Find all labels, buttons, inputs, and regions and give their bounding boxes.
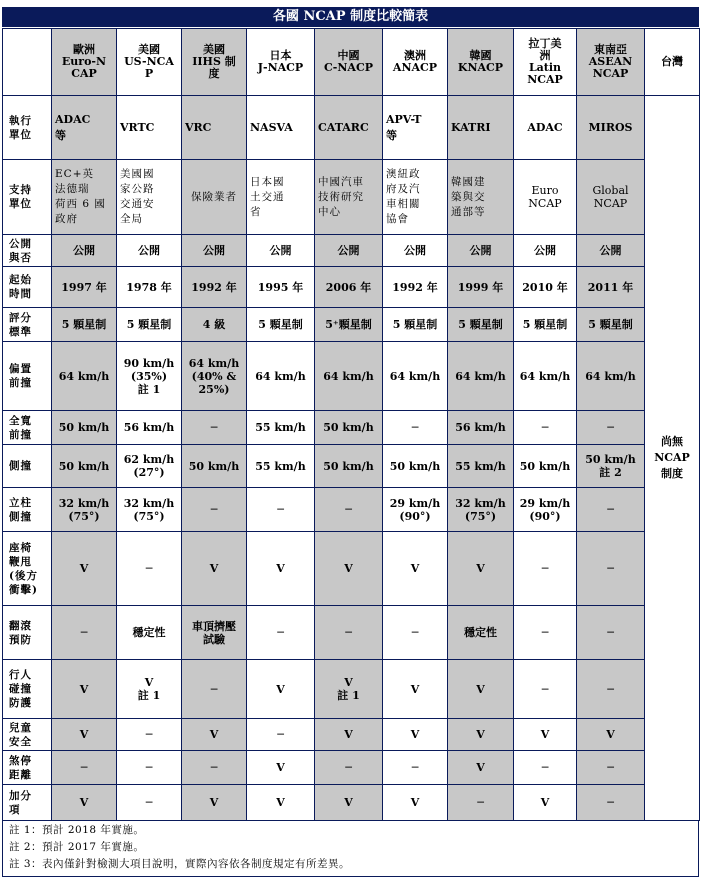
table-cell: 1992 年 [383, 267, 448, 308]
table-cell: 公開 [182, 235, 247, 267]
table-cell: ─ [315, 488, 383, 532]
table-cell: ─ [117, 719, 182, 751]
table-cell: 29 km/h (90°) [383, 488, 448, 532]
table-cell: 62 km/h (27°) [117, 445, 182, 488]
table-cell: 5 顆星制 [247, 308, 315, 342]
footnote: 註 1：預計 2018 年實施。 [9, 824, 145, 836]
table-cell: V [247, 660, 315, 719]
table-row [3, 267, 700, 308]
table-cell: V [448, 532, 514, 606]
table-cell: V [52, 660, 117, 719]
table-row [3, 342, 700, 411]
table-row [3, 719, 700, 751]
table-cell: 32 km/h (75°) [448, 488, 514, 532]
table-cell: V [383, 785, 448, 821]
footnote: 註 2：預計 2017 年實施。 [9, 841, 145, 853]
table-cell: ─ [315, 751, 383, 785]
table-cell: 56 km/h [117, 411, 182, 445]
table-cell: 2006 年 [315, 267, 383, 308]
table-cell: ─ [182, 411, 247, 445]
table-cell: 32 km/h (75°) [117, 488, 182, 532]
table-cell: ADAC [514, 96, 577, 160]
table-cell: V [383, 660, 448, 719]
column-header: 韓國 KNACP [448, 29, 514, 96]
table-cell: V [315, 532, 383, 606]
table-cell: ─ [514, 751, 577, 785]
table-cell: 穩定性 [117, 606, 182, 660]
table-cell: ─ [182, 751, 247, 785]
table-row [3, 532, 700, 606]
table-cell: 50 km/h [315, 411, 383, 445]
table-cell: ─ [514, 532, 577, 606]
table-cell: ─ [383, 751, 448, 785]
table-cell: ─ [117, 532, 182, 606]
table-cell: ─ [247, 488, 315, 532]
table-cell: 29 km/h (90°) [514, 488, 577, 532]
row-header: 公開 與否 [3, 235, 52, 267]
table-cell: 64 km/h [383, 342, 448, 411]
table-cell: ─ [383, 411, 448, 445]
table-cell: 1999 年 [448, 267, 514, 308]
table-cell: V [247, 785, 315, 821]
table-body [3, 29, 700, 821]
table-cell: 50 km/h 註 2 [577, 445, 645, 488]
table-cell: ─ [182, 660, 247, 719]
table-cell: ─ [383, 606, 448, 660]
row-header: 立柱 側撞 [3, 488, 52, 532]
table-cell: V 註 1 [117, 660, 182, 719]
table-row [3, 160, 700, 235]
table-cell: ─ [577, 532, 645, 606]
table-cell: 5 顆星制 [383, 308, 448, 342]
table-cell: V [52, 719, 117, 751]
table-cell: V [247, 751, 315, 785]
row-header: 全寬 前撞 [3, 411, 52, 445]
table-cell: 64 km/h [315, 342, 383, 411]
table-row [3, 96, 700, 160]
table-cell: ─ [52, 751, 117, 785]
table-cell: V [448, 751, 514, 785]
table-cell: ─ [577, 411, 645, 445]
row-header: 兒童 安全 [3, 719, 52, 751]
table-cell: 4 級 [182, 308, 247, 342]
table-cell: V [383, 532, 448, 606]
table-cell: ─ [247, 719, 315, 751]
table-cell: 公開 [514, 235, 577, 267]
table-cell: 韓國建 築與交 通部等 [448, 160, 514, 235]
table-cell: 55 km/h [247, 445, 315, 488]
row-header: 執行 單位 [3, 96, 52, 160]
row-header: 加分 項 [3, 785, 52, 821]
table-cell: ─ [577, 488, 645, 532]
table-cell: 日本國 土交通 省 [247, 160, 315, 235]
table-cell: V [247, 532, 315, 606]
table-cell: 公開 [117, 235, 182, 267]
ncap-comparison-table [2, 28, 700, 821]
table-cell: CATARC [315, 96, 383, 160]
table-cell: 美國國 家公路 交通安 全局 [117, 160, 182, 235]
table-row [3, 751, 700, 785]
table-cell: 64 km/h [577, 342, 645, 411]
table-cell: ─ [448, 785, 514, 821]
table-cell: 5 顆星制 [514, 308, 577, 342]
table-cell: 1997 年 [52, 267, 117, 308]
row-header: 支持 單位 [3, 160, 52, 235]
table-cell: 公開 [448, 235, 514, 267]
table-cell: 5 顆星制 [117, 308, 182, 342]
table-cell: 2010 年 [514, 267, 577, 308]
table-row [3, 606, 700, 660]
table-cell: ─ [514, 660, 577, 719]
table-title: 各國 NCAP 制度比較簡表 [2, 7, 699, 27]
table-row [3, 785, 700, 821]
table-cell: V [52, 532, 117, 606]
table-cell: V [577, 719, 645, 751]
column-header: 美國 IIHS 制 度 [182, 29, 247, 96]
table-cell: V [182, 719, 247, 751]
table-cell: 中國汽車 技術研究 中心 [315, 160, 383, 235]
column-header: 拉丁美 洲 Latin NCAP [514, 29, 577, 96]
table-cell: V [514, 719, 577, 751]
table-row [3, 445, 700, 488]
table-cell: 公開 [52, 235, 117, 267]
table-row [3, 488, 700, 532]
table-cell: ─ [514, 411, 577, 445]
table-cell: KATRI [448, 96, 514, 160]
row-header: 行人 碰撞 防護 [3, 660, 52, 719]
table-cell: 車頂擠壓 試驗 [182, 606, 247, 660]
table-cell: 50 km/h [52, 445, 117, 488]
table-cell: 55 km/h [448, 445, 514, 488]
table-cell: 公開 [315, 235, 383, 267]
table-cell: 1995 年 [247, 267, 315, 308]
table-cell: V [383, 719, 448, 751]
table-row [3, 660, 700, 719]
table-cell: 公開 [577, 235, 645, 267]
table-cell: V [315, 719, 383, 751]
table-cell: Euro NCAP [514, 160, 577, 235]
table-cell: 90 km/h (35%) 註 1 [117, 342, 182, 411]
table-cell: 5 顆星制 [577, 308, 645, 342]
table-cell: V [182, 532, 247, 606]
table-cell: 64 km/h [52, 342, 117, 411]
footnote: 註 3：表內僅針對檢測大項目說明，實際內容依各制度規定有所差異。 [9, 858, 351, 870]
table-row [3, 411, 700, 445]
table-cell: MIROS [577, 96, 645, 160]
table-cell: 穩定性 [448, 606, 514, 660]
table-cell: ─ [514, 606, 577, 660]
table-cell: 5 顆星制 [52, 308, 117, 342]
table-cell: 32 km/h (75°) [52, 488, 117, 532]
table-cell: ADAC 等 [52, 96, 117, 160]
table-cell: VRTC [117, 96, 182, 160]
table-cell: ─ [117, 785, 182, 821]
table-cell: 保險業者 [182, 160, 247, 235]
table-cell: ─ [315, 606, 383, 660]
table-cell: 50 km/h [182, 445, 247, 488]
table-cell: 56 km/h [448, 411, 514, 445]
table-cell: 64 km/h [514, 342, 577, 411]
table-cell: 澳紐政 府及汽 車相關 協會 [383, 160, 448, 235]
table-cell: ─ [577, 606, 645, 660]
table-cell: 1992 年 [182, 267, 247, 308]
table-cell: 50 km/h [315, 445, 383, 488]
table-cell: V [315, 785, 383, 821]
table-cell: 2011 年 [577, 267, 645, 308]
column-header: 東南亞 ASEAN NCAP [577, 29, 645, 96]
taiwan-note-cell: 尚無 NCAP 制度 [645, 96, 700, 821]
footnotes [2, 820, 699, 877]
table-cell: ─ [117, 751, 182, 785]
table-cell: V [448, 660, 514, 719]
table-cell: ─ [577, 751, 645, 785]
table-cell: APV-T 等 [383, 96, 448, 160]
row-header: 起始 時間 [3, 267, 52, 308]
table-cell: ─ [577, 660, 645, 719]
table-cell: 1978 年 [117, 267, 182, 308]
table-cell: V [52, 785, 117, 821]
table-cell: ─ [182, 488, 247, 532]
table-cell: 50 km/h [514, 445, 577, 488]
column-header: 澳洲 ANACP [383, 29, 448, 96]
row-header: 煞停 距離 [3, 751, 52, 785]
table-cell: NASVA [247, 96, 315, 160]
table-cell: ─ [247, 606, 315, 660]
column-header: 中國 C-NACP [315, 29, 383, 96]
table-cell: ─ [577, 785, 645, 821]
table-cell: 64 km/h [448, 342, 514, 411]
column-header: 歐洲 Euro-N CAP [52, 29, 117, 96]
table-cell: 55 km/h [247, 411, 315, 445]
table-cell: ─ [52, 606, 117, 660]
table-cell: V 註 1 [315, 660, 383, 719]
column-header: 美國 US-NCA P [117, 29, 182, 96]
table-cell: Global NCAP [577, 160, 645, 235]
column-header: 台灣 [645, 29, 700, 96]
column-header: 日本 J-NACP [247, 29, 315, 96]
header-row [3, 29, 700, 96]
table-row [3, 235, 700, 267]
table-cell: 5⁺顆星制 [315, 308, 383, 342]
table-cell: VRC [182, 96, 247, 160]
row-header: 偏置 前撞 [3, 342, 52, 411]
table-cell: 50 km/h [383, 445, 448, 488]
table-cell: 5 顆星制 [448, 308, 514, 342]
table-cell: V [448, 719, 514, 751]
table-cell: 公開 [247, 235, 315, 267]
table-cell: 公開 [383, 235, 448, 267]
row-header: 評分 標準 [3, 308, 52, 342]
corner-cell [3, 29, 52, 96]
table-cell: V [514, 785, 577, 821]
row-header: 翻滾 預防 [3, 606, 52, 660]
row-header: 側撞 [3, 445, 52, 488]
table-cell: V [182, 785, 247, 821]
table-cell: 64 km/h (40% & 25%) [182, 342, 247, 411]
row-header: 座椅 鞭甩 (後方 衝擊) [3, 532, 52, 606]
table-cell: 64 km/h [247, 342, 315, 411]
table-cell: 50 km/h [52, 411, 117, 445]
table-cell: EC+英 法德瑞 荷西 6 國 政府 [52, 160, 117, 235]
table-row [3, 308, 700, 342]
